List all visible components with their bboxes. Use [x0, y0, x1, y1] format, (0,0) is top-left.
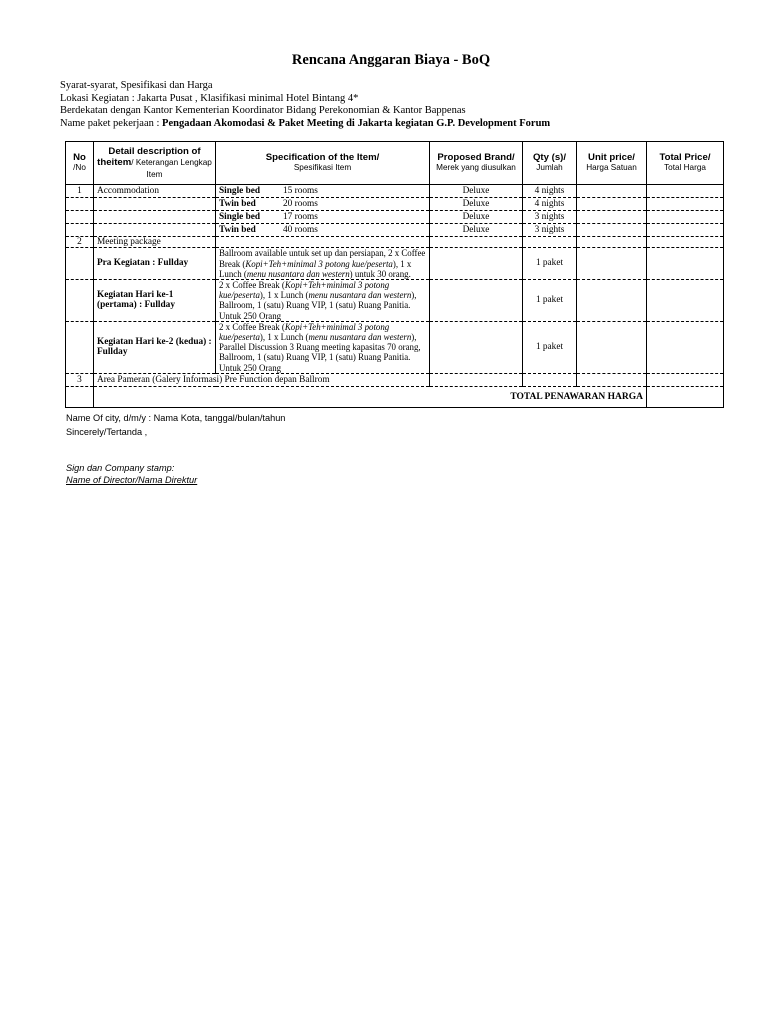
header-unit-price: Unit price/ Harga Satuan [577, 142, 647, 185]
table-row [66, 279, 724, 321]
stamp-block [66, 462, 197, 486]
row-brand: Deluxe [430, 224, 523, 237]
row-spec: Single bed 15 rooms [216, 185, 430, 198]
intro-line-nearby: Berdekatan dengan Kantor Kementerian Koordinator Bidang Perekonomian & Kantor Bappenas [60, 105, 466, 117]
row-unit-price[interactable] [577, 185, 647, 198]
row-no [66, 279, 94, 321]
row-no [66, 211, 94, 224]
row-qty: 1 paket [523, 321, 577, 373]
row-total-price[interactable] [647, 198, 724, 211]
row-total-price[interactable] [647, 185, 724, 198]
total-label: TOTAL PENAWARAN HARGA [94, 386, 647, 407]
row-qty: 4 nights [523, 185, 577, 198]
row-qty [523, 373, 577, 386]
total-row [66, 386, 724, 407]
row-no [66, 386, 94, 407]
row-total-price[interactable] [647, 279, 724, 321]
row-spec: 2 x Coffee Break (Kopi+Teh+minimal 3 potong kue/peserta), 1 x Lunch (menu nusantara dan western), Ballroom, 1 (satu) Ruang VIP, 1 (satu) Ruang Panitia. Untuk 250 Orang [216, 279, 430, 321]
row-qty: 3 nights [523, 211, 577, 224]
table-row [66, 248, 724, 280]
row-total-price[interactable] [647, 373, 724, 386]
row-brand [430, 248, 523, 280]
row-no: 3 [66, 373, 94, 386]
signature-block [66, 411, 285, 439]
boq-table [65, 141, 724, 408]
header-total-price: Total Price/ Total Harga [647, 142, 724, 185]
row-brand [430, 237, 523, 248]
table-row [66, 224, 724, 237]
row-spec: Ballroom available untuk set up dan persiapan, 2 x Coffee Break (Kopi+Teh+minimal 3 potong kue/peserta), 1 x Lunch (menu nusantara dan western) untuk 30 orang. [216, 248, 430, 280]
table-row [66, 198, 724, 211]
row-unit-price[interactable] [577, 224, 647, 237]
row-brand [430, 321, 523, 373]
row-brand: Deluxe [430, 185, 523, 198]
city-date-line: Name Of city, d/m/y : Nama Kota, tanggal/bulan/tahun [66, 413, 286, 423]
row-total-price[interactable] [647, 224, 724, 237]
row-unit-price[interactable] [577, 373, 647, 386]
row-unit-price[interactable] [577, 237, 647, 248]
row-no: 1 [66, 185, 94, 198]
row-total-price[interactable] [647, 211, 724, 224]
row-description [94, 198, 216, 211]
row-brand [430, 279, 523, 321]
row-spec: Twin bed 20 rooms [216, 198, 430, 211]
sign-stamp-line: Sign dan Company stamp: [66, 463, 175, 473]
row-no: 2 [66, 237, 94, 248]
header-qty: Qty (s)/ Jumlah [523, 142, 577, 185]
row-brand: Deluxe [430, 198, 523, 211]
row-description: Area Pameran (Galery Informasi) Pre Function depan Ballrom [94, 373, 430, 386]
row-unit-price[interactable] [577, 211, 647, 224]
intro-line-location: Lokasi Kegiatan : Jakarta Pusat , Klasifikasi minimal Hotel Bintang 4* [60, 92, 359, 104]
row-total-price[interactable] [647, 248, 724, 280]
header-specification: Specification of the Item/ Spesifikasi Item [216, 142, 430, 185]
row-total-price[interactable] [647, 321, 724, 373]
document-title: Rencana Anggaran Biaya - BoQ [291, 52, 491, 68]
row-unit-price[interactable] [577, 279, 647, 321]
row-no [66, 224, 94, 237]
row-description: Kegiatan Hari ke-2 (kedua) : Fullday [94, 321, 216, 373]
row-qty: 1 paket [523, 279, 577, 321]
row-no [66, 321, 94, 373]
row-no [66, 248, 94, 280]
row-no [66, 198, 94, 211]
row-brand [430, 373, 523, 386]
grand-total-value[interactable] [647, 386, 724, 407]
director-name-line: Name of Director/Nama Direktur [66, 475, 198, 485]
table-header-row [66, 142, 724, 185]
row-unit-price[interactable] [577, 198, 647, 211]
row-spec: Single bed 17 rooms [216, 211, 430, 224]
row-qty: 3 nights [523, 224, 577, 237]
intro-block [60, 80, 550, 130]
row-description: Kegiatan Hari ke-1 (pertama) : Fullday [94, 279, 216, 321]
row-description: Pra Kegiatan : Fullday [94, 248, 216, 280]
row-description: Accommodation [94, 185, 216, 198]
table-row [66, 321, 724, 373]
row-description [94, 211, 216, 224]
row-total-price[interactable] [647, 237, 724, 248]
header-description: Detail description of theitem/ Keterangan Lengkap Item [94, 142, 216, 185]
row-qty: 4 nights [523, 198, 577, 211]
table-row [66, 185, 724, 198]
intro-line-terms: Syarat-syarat, Spesifikasi dan Harga [60, 80, 213, 91]
row-brand: Deluxe [430, 211, 523, 224]
header-brand: Proposed Brand/ Merek yang diusulkan [430, 142, 523, 185]
intro-line-package [60, 118, 550, 131]
package-name: Pengadaan Akomodasi & Paket Meeting di Jakarta kegiatan G.P. Development Forum [162, 117, 551, 129]
sincerely-line: Sincerely/Tertanda , [66, 427, 148, 437]
row-description: Meeting package [94, 237, 216, 248]
row-spec: 2 x Coffee Break (Kopi+Teh+minimal 3 potong kue/peserta), 1 x Lunch (menu nusantara dan western), Parallel Discussion 3 Ruang meeting kapasitas 70 orang, Ballroom, 1 (satu) Ruang VIP, 1 (satu) Ruang Panitia. Untuk 250 Orang [216, 321, 430, 373]
row-qty [523, 237, 577, 248]
table-row [66, 237, 724, 248]
package-prefix: Name paket pekerjaan : [60, 117, 163, 129]
row-description [94, 224, 216, 237]
row-spec [216, 237, 430, 248]
row-unit-price[interactable] [577, 321, 647, 373]
row-spec: Twin bed 40 rooms [216, 224, 430, 237]
header-no: No /No [66, 142, 94, 185]
row-unit-price[interactable] [577, 248, 647, 280]
table-row [66, 211, 724, 224]
table-row [66, 373, 724, 386]
row-qty: 1 paket [523, 248, 577, 280]
